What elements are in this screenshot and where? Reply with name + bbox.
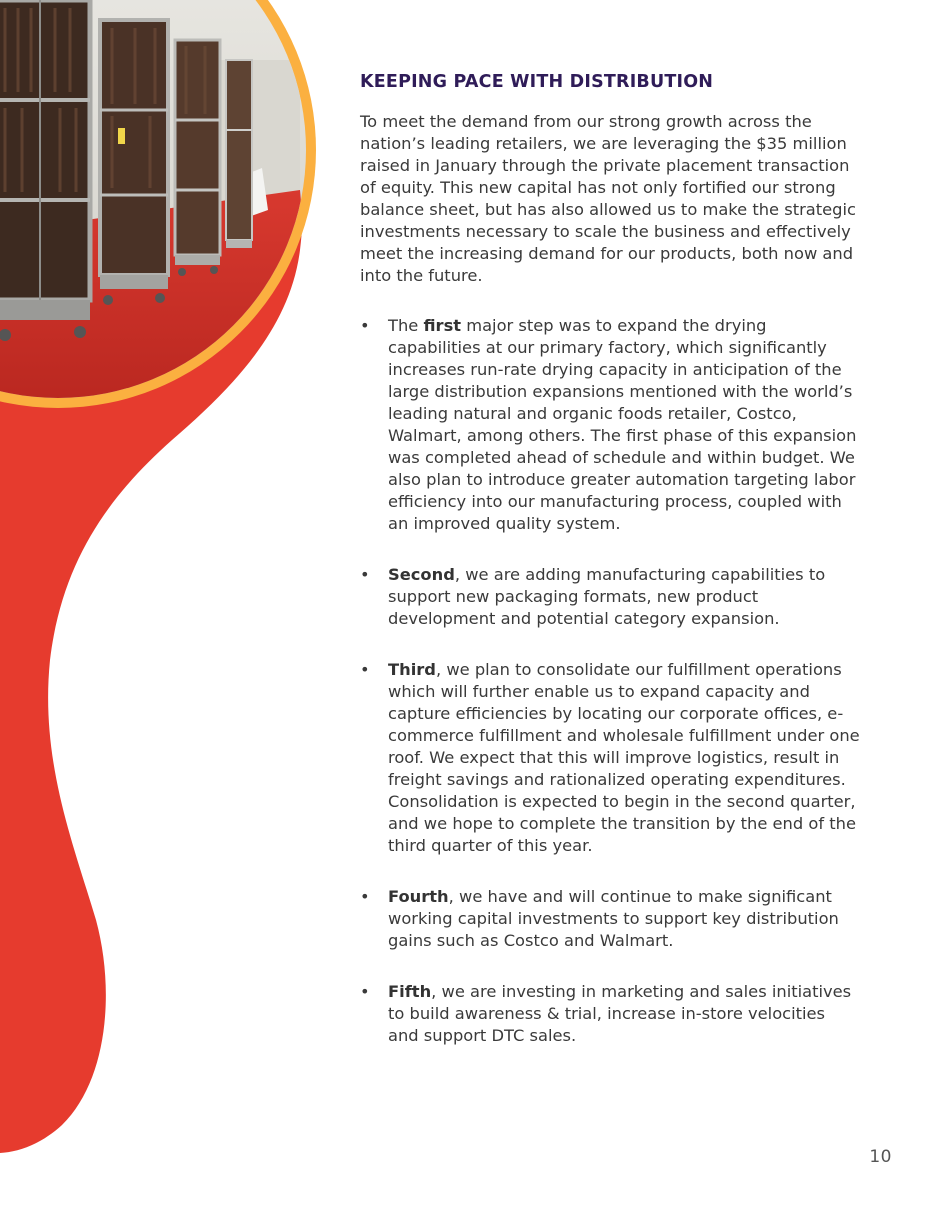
list-item	[360, 981, 860, 1047]
bullet-emphasis: Third	[388, 660, 436, 679]
list-item	[360, 659, 860, 857]
bullet-marker: •	[360, 887, 370, 906]
page-number: 10	[869, 1147, 892, 1167]
list-item	[360, 315, 860, 535]
bullet-text: , we are investing in marketing and sales initiatives to build awareness & trial, increase in-store velocities and support DTC sales.	[388, 982, 852, 1045]
list-item	[360, 564, 860, 630]
bullet-text: , we have and will continue to make significant working capital investments to support key distribution gains such as Costco and Walmart.	[388, 887, 839, 950]
section-heading: KEEPING PACE WITH DISTRIBUTION	[360, 72, 714, 92]
bullet-emphasis: Fifth	[388, 982, 432, 1001]
factory-photo	[0, 0, 320, 420]
bullet-text: , we are adding manufacturing capabilities to support new packaging formats, new product development and potential category expansion.	[388, 565, 826, 628]
bullet-marker: •	[360, 660, 370, 679]
bullet-text: major step was to expand the drying capabilities at our primary factory, which significantly increases run-rate drying capacity in anticipation of the large distribution expansions mentioned with the world’s leading natural and organic foods retailer, Costco, Walmart, among others. The first phase of this expansion was completed ahead of schedule and within budget. We also plan to introduce greater automation targeting labor efficiency into our manufacturing process, coupled with an improved quality system.	[388, 316, 857, 533]
article	[360, 70, 860, 1076]
list-item	[360, 886, 860, 952]
bullet-marker: •	[360, 982, 370, 1001]
bullet-emphasis: Second	[388, 565, 455, 584]
bullet-text: , we plan to consolidate our fulfillment operations which will further enable us to expand capacity and capture efficiencies by locating our corporate offices, e-commerce fulfillment and wholesale fulfillment under one roof. We expect that this will improve logistics, result in freight savings and rationalized operating expenditures. Consolidation is expected to begin in the second quarter, and we hope to complete the transition by the end of the third quarter of this year.	[388, 660, 860, 855]
bullet-marker: •	[360, 316, 370, 335]
bullet-emphasis: first	[423, 316, 462, 335]
bullet-marker: •	[360, 565, 370, 584]
bullet-lead-text: The	[388, 316, 424, 335]
intro-paragraph: To meet the demand from our strong growth across the nation’s leading retailers, we are leveraging the $35 million raised in January through the private placement transaction of equity. This new capital has not only fortified our strong balance sheet, but has also allowed us to make the strategic investments necessary to scale the business and effectively meet the increasing demand for our products, both now and into the future.	[360, 112, 856, 285]
initiatives-list	[360, 315, 860, 1047]
bullet-emphasis: Fourth	[388, 887, 449, 906]
